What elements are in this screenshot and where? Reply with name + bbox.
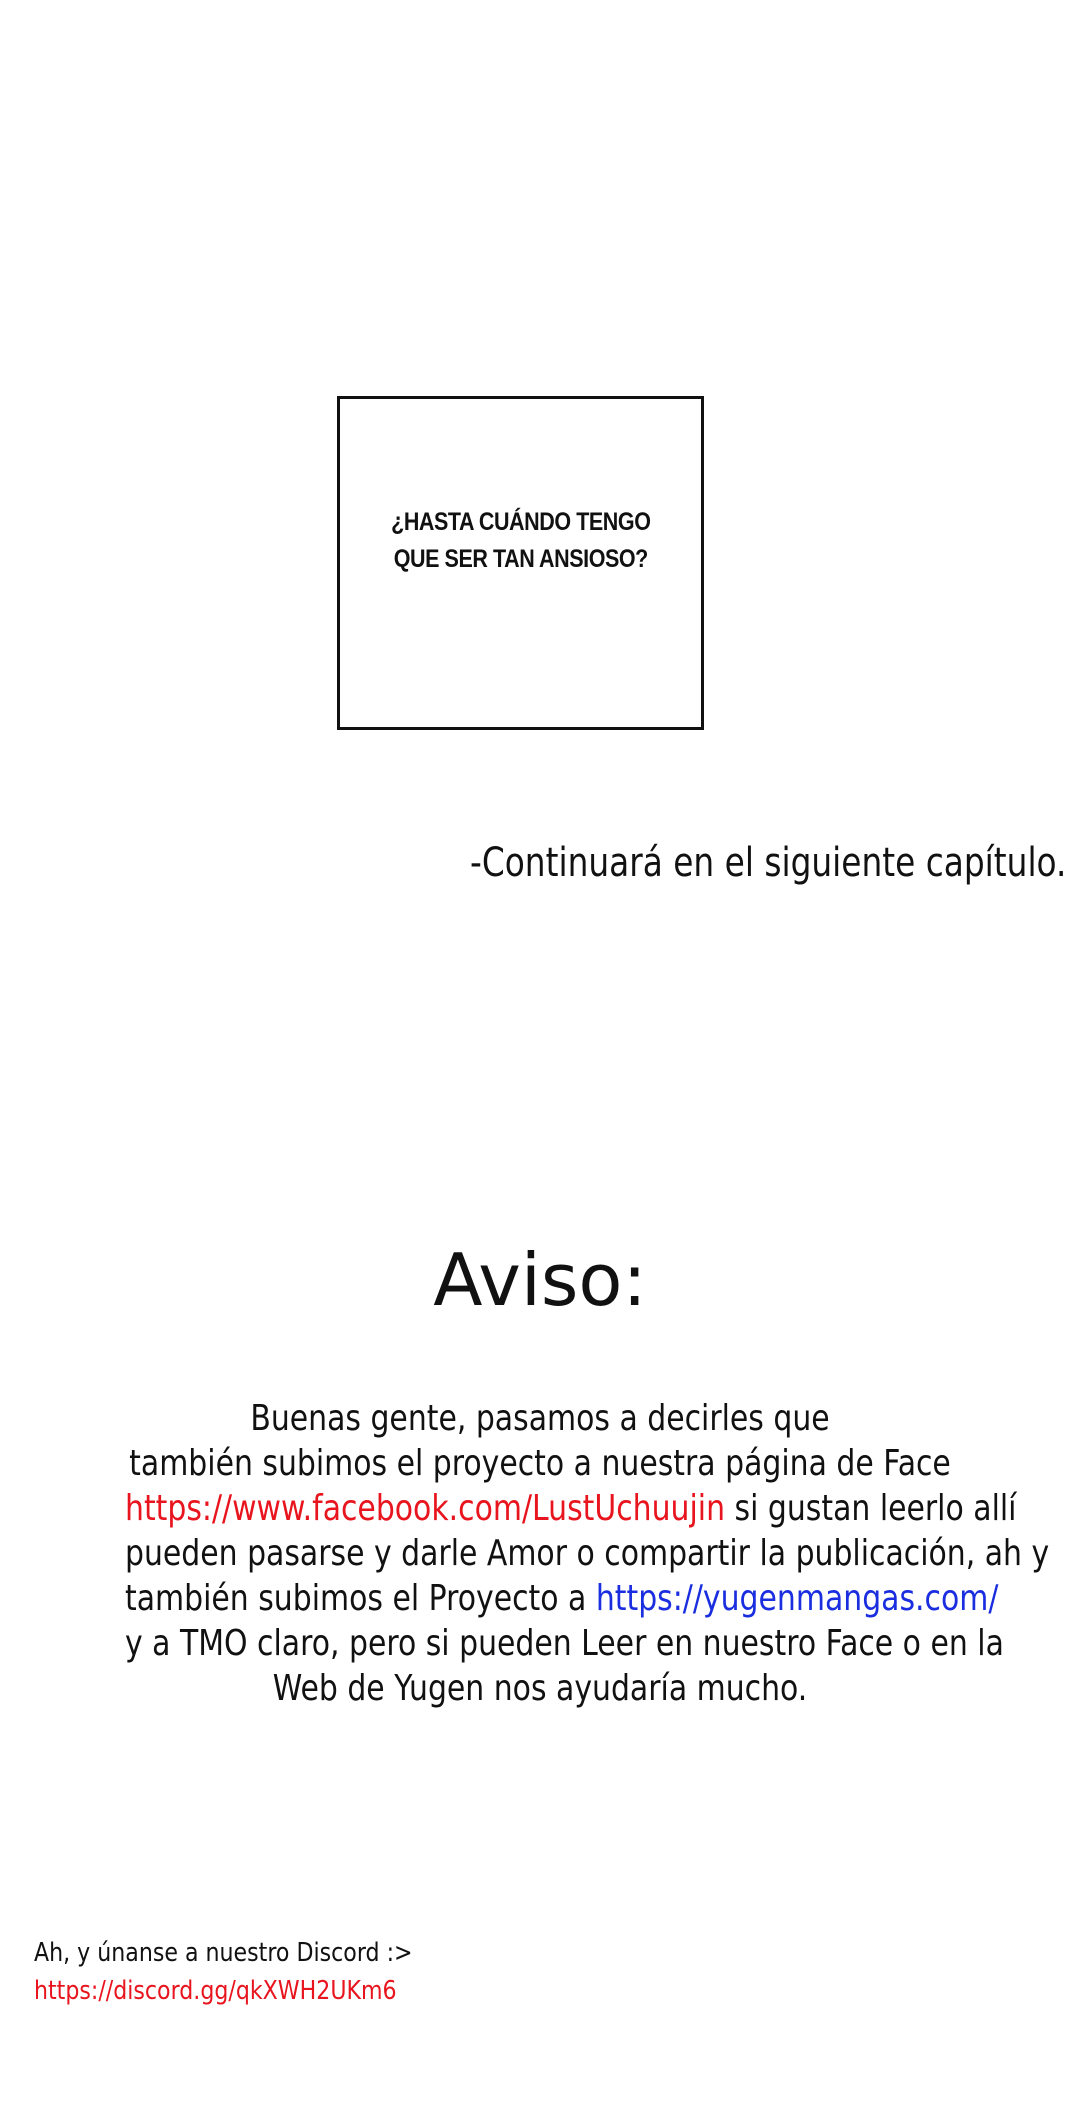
discord-block [34, 1934, 594, 2010]
notice-title: Aviso: [433, 1238, 647, 1322]
notice-line-6: y a TMO claro, pero si pueden Leer en nuestro Face o en la [125, 1623, 1004, 1664]
narration-line-2: QUE SER TAN ANSIOSO? [393, 545, 648, 573]
narration-text [391, 504, 650, 578]
discord-text: Ah, y únanse a nuestro Discord :> [34, 1938, 413, 1968]
notice-line-5-text: también subimos el Proyecto a [125, 1578, 596, 1619]
notice-body [40, 1396, 1050, 1711]
discord-link[interactable]: https://discord.gg/qkXWH2UKm6 [34, 1976, 397, 2006]
notice-line-1: Buenas gente, pasamos a decirles que [250, 1398, 830, 1439]
notice-line-2: también subimos el proyecto a nuestra página de Face [129, 1443, 951, 1484]
notice-line-4: pueden pasarse y darle Amor o compartir la publicación, ah y [125, 1533, 1050, 1574]
narration-box [337, 396, 704, 730]
facebook-link[interactable]: https://www.facebook.com/LustUchuujin [125, 1488, 726, 1529]
continue-caption: -Continuará en el siguiente capítulo. [470, 840, 1067, 886]
narration-line-1: ¿HASTA CUÁNDO TENGO [390, 508, 651, 536]
notice-line-3 [125, 1486, 1017, 1531]
yugen-link[interactable]: https://yugenmangas.com/ [595, 1578, 999, 1619]
notice-line-3-text: si gustan leerlo allí [725, 1488, 1017, 1529]
notice-line-7: Web de Yugen nos ayudaría mucho. [272, 1668, 808, 1709]
notice-line-5 [125, 1576, 999, 1621]
